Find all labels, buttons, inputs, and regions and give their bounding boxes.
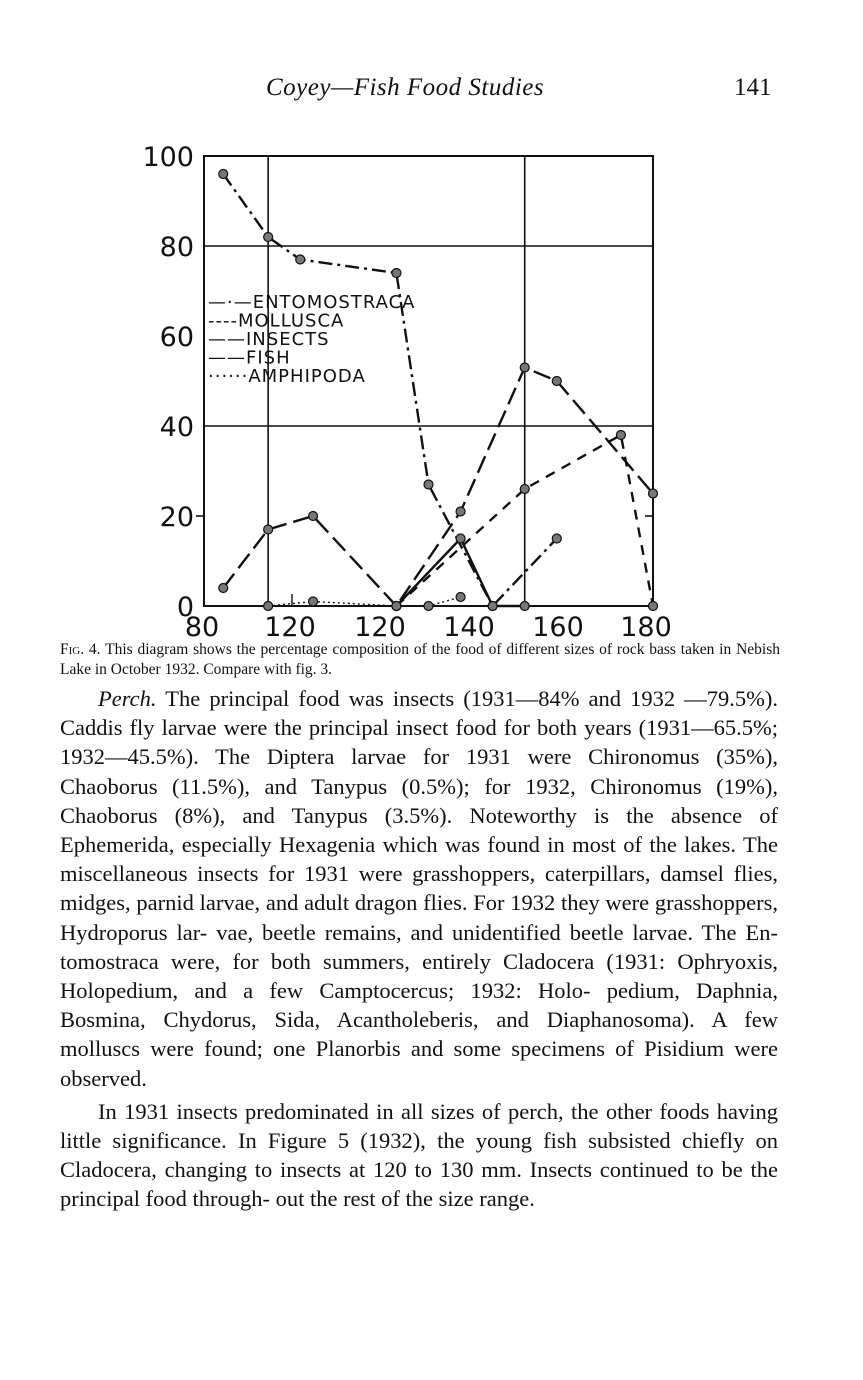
- paragraph-perch-text: The principal food was insects (1931—84% and 1932 —79.5%). Caddis fly larvae were the principal insect food for both years (1931—65.5%; 1932—45.5%). The Diptera larvae for 1931 were Chironomus (35%), Chaoborus (11.5%), and Tanypus (0.5%); for 1932, Chironomus (19%), Chaoborus (8%), and Tanypus (3.5%). Noteworthy is the absence of Ephemerida, especially Hexagenia which was found in most of the lakes. The miscellaneous insects for 1931 were grasshoppers, caterpillars, damsel flies, midges, parnid larvae, and adult dragon flies. For 1932 they were grasshoppers, Hydroporus lar- vae, beetle remains, and unidentified beetle larvae. The En- tomostraca were, for both summers, entirely Cladocera (1931: Ophryoxis, Holopedium, and a few Camptocercus; 1932: Holo- pedium, Daphnia, Bosmina, Chydorus, Sida, Acantholeberis, and Diaphanosoma). A few molluscs were found; one Planorbis and some specimens of Pisidium were observed.: [60, 686, 779, 1091]
- x-tick-label: 180: [620, 612, 672, 643]
- data-point-mollusca: [649, 602, 658, 611]
- run-in-heading: Perch.: [98, 686, 157, 711]
- series-line-insects: [223, 368, 653, 607]
- data-point-amphipoda: [424, 602, 433, 611]
- data-point-insects: [309, 512, 318, 521]
- data-point-entomostraca: [424, 480, 433, 489]
- data-point-insects: [520, 363, 529, 372]
- data-point-fish: [456, 534, 465, 543]
- page-number: 141: [734, 74, 772, 101]
- series-line-entomostraca: [223, 174, 557, 606]
- data-point-entomostraca: [552, 534, 561, 543]
- caption-label: Fig. 4.: [60, 641, 101, 658]
- paragraph-1931: In 1931 insects predominated in all sizes of perch, the other foods having little significance. In Figure 5 (1932), the young fish subsisted chiefly on Cladocera, changing to insects at 120 to 130 mm. Insects continued to be the principal food through- out the rest of the size range.: [60, 1098, 778, 1212]
- data-point-fish: [488, 602, 497, 611]
- data-point-entomostraca: [219, 170, 228, 179]
- data-point-entomostraca: [296, 255, 305, 264]
- y-tick-label: 20: [159, 502, 194, 533]
- y-tick-label: 40: [159, 412, 194, 443]
- x-tick-label: 120: [354, 612, 406, 643]
- data-point-entomostraca: [264, 233, 273, 242]
- x-tick-label: 80: [184, 612, 220, 643]
- figure-4: [140, 140, 700, 650]
- y-tick-label: 60: [159, 322, 194, 353]
- data-point-mollusca: [520, 485, 529, 494]
- data-point-entomostraca: [392, 269, 401, 278]
- x-tick-label: 160: [532, 612, 584, 643]
- y-tick-label: 80: [159, 232, 194, 263]
- running-title: Coyey—Fish Food Studies: [266, 74, 545, 101]
- running-head: [0, 74, 863, 108]
- paragraph-perch: [60, 684, 778, 1093]
- legend-entry: ----MOLLUSCA: [208, 310, 345, 332]
- line-chart: [140, 140, 700, 650]
- x-tick-label: 140: [443, 612, 495, 643]
- data-point-insects: [552, 377, 561, 386]
- data-point-insects: [649, 489, 658, 498]
- legend-entry: ······AMPHIPODA: [208, 366, 366, 387]
- caption-text: This diagram shows the percentage composition of the food of different sizes of rock bass taken in Nebish Lake in October 1932. Compare with fig. 3.: [60, 641, 780, 678]
- data-point-amphipoda: [392, 602, 401, 611]
- legend-entry: —·—ENTOMOSTRACA: [208, 292, 416, 313]
- y-tick-label: 100: [142, 142, 194, 173]
- body-text: [60, 684, 778, 1218]
- y-tick-label: 0: [176, 592, 194, 623]
- data-point-insects: [456, 507, 465, 516]
- legend-entry: ——INSECTS: [208, 329, 330, 350]
- data-point-amphipoda: [264, 602, 273, 611]
- legend-entry: ——FISH: [208, 347, 291, 369]
- data-point-fish: [520, 602, 529, 611]
- data-point-mollusca: [616, 431, 625, 440]
- data-point-amphipoda: [309, 597, 318, 606]
- x-tick-label: 120: [264, 612, 316, 643]
- data-point-amphipoda: [456, 593, 465, 602]
- data-point-insects: [264, 525, 273, 534]
- figure-caption: [60, 640, 780, 680]
- data-point-insects: [219, 584, 228, 593]
